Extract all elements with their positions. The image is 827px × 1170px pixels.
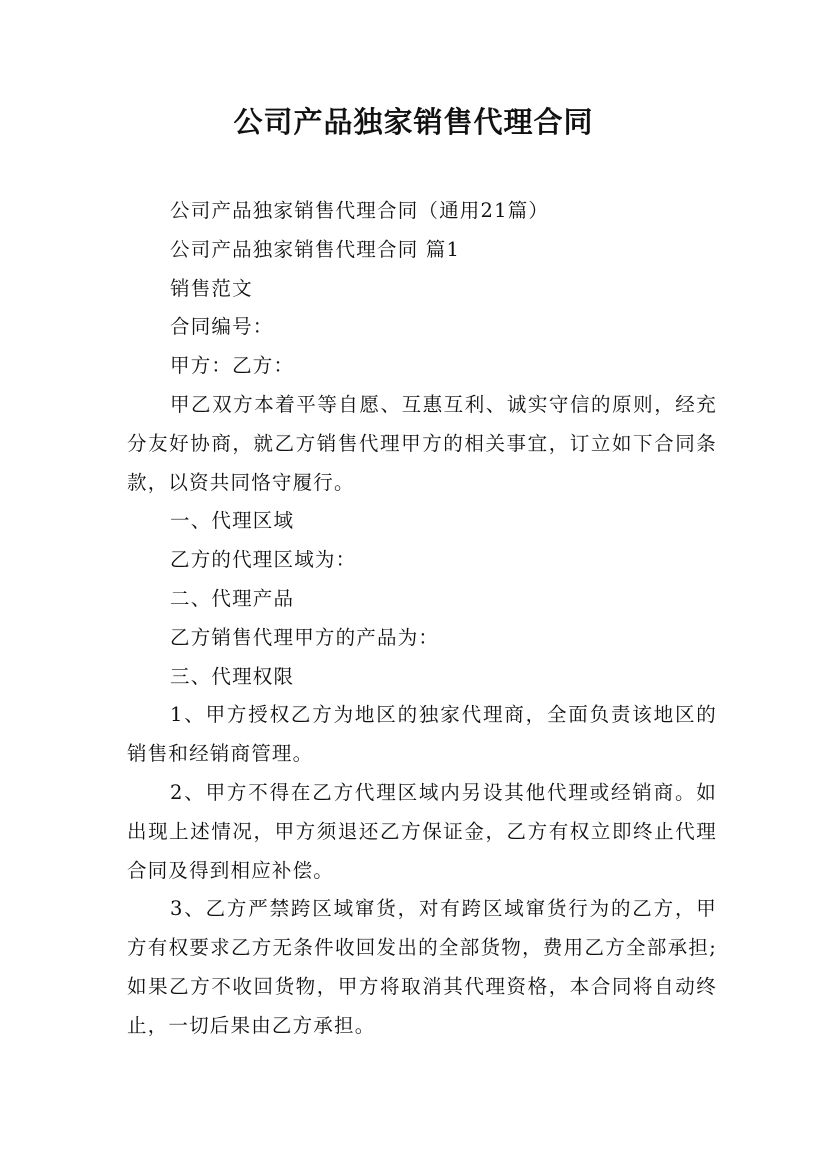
paragraph-category: 销售范文: [170, 276, 253, 300]
clause-2: 2、甲方不得在乙方代理区域内另设其他代理或经销商。如出现上述情况，甲方须退还乙方保证金，乙方有权立即终止代理合同及得到相应补偿。: [127, 780, 717, 882]
paragraph-part-heading: 公司产品独家销售代理合同 篇1: [170, 237, 461, 261]
section-heading-region: 一、代理区域: [170, 509, 295, 533]
document-body: [127, 192, 717, 1046]
clause-3: 3、乙方严禁跨区域窜货，对有跨区域窜货行为的乙方，甲方有权要求乙方无条件收回发出的全部货物，费用乙方全部承担;如果乙方不收回货物，甲方将取消其代理资格，本合同将自动终止，一切后果由乙方承担。: [127, 897, 717, 1037]
paragraph-preamble: 甲乙双方本着平等自愿、互惠互利、诚实守信的原则，经充分友好协商，就乙方销售代理甲方的相关事宜，订立如下合同条款，以资共同恪守履行。: [127, 392, 717, 494]
paragraph-products: 乙方销售代理甲方的产品为：: [170, 625, 440, 649]
paragraph-region: 乙方的代理区域为：: [170, 548, 357, 572]
paragraph-parties: 甲方：乙方：: [170, 354, 295, 378]
document-title: 公司产品独家销售代理合同: [233, 105, 594, 139]
section-heading-authority: 三、代理权限: [170, 664, 295, 688]
clause-1: 1、甲方授权乙方为地区的独家代理商，全面负责该地区的销售和经销商管理。: [127, 703, 717, 766]
section-heading-products: 二、代理产品: [170, 586, 295, 610]
paragraph-subtitle: 公司产品独家销售代理合同（通用21篇）: [170, 199, 550, 222]
paragraph-contract-number: 合同编号：: [170, 315, 274, 339]
